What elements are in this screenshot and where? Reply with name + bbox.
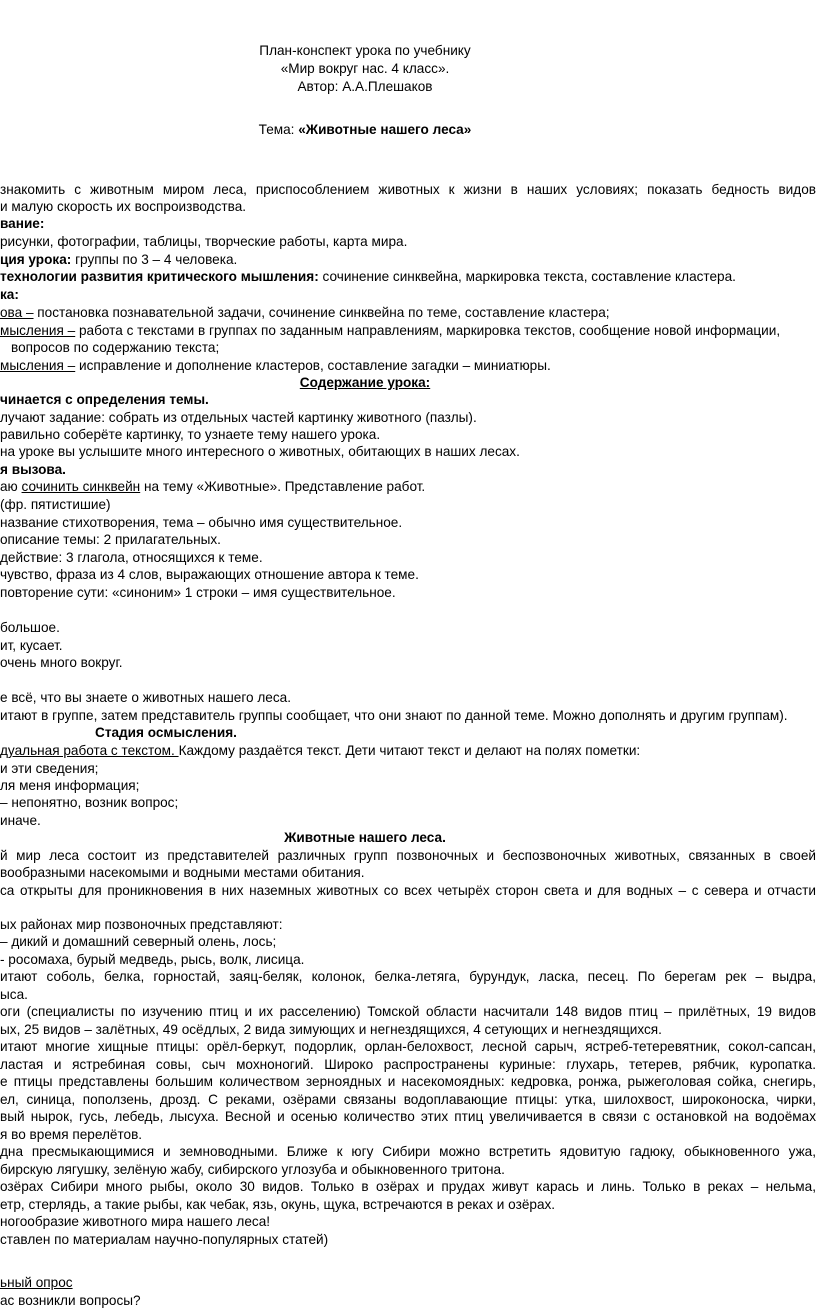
text-line: е всё, что вы знаете о животных нашего леса.	[0, 690, 291, 705]
text-line: са открыты для проникновения в них наземных животных со всех четырёх сторон света и для водных – с севера и отчасти	[0, 883, 816, 898]
text-line: равильно соберёте картинку, то узнаете тему нашего урока.	[0, 427, 381, 442]
survey-heading: ьный опрос	[0, 1275, 73, 1290]
topic-title: «Животные нашего леса»	[298, 122, 472, 137]
cinquain-task-line: аю сочинить синквейн на тему «Животные». Представление работ.	[0, 479, 426, 494]
text-line: – дикий и домашний северный олень, лось;	[0, 934, 277, 949]
text-line: действие: 3 глагола, относящихся к теме.	[0, 550, 263, 565]
stage-comprehension-line	[0, 322, 780, 339]
text-line: вый нырок, гусь, лебедь, лысуха. Весной и осенью количество этих птиц увеличивается в связи с остановкой на водоёмах	[0, 1109, 816, 1124]
technology-line	[0, 268, 736, 285]
technology-value: сочинение синквейна, маркировка текста, составление кластера.	[318, 269, 736, 284]
text-line: е птицы представлены большим количеством зерноядных и насекомоядных: кедровка, ронжа, рыжеголовая сойка, снегирь,	[0, 1074, 816, 1089]
text-line: на уроке вы услышите много интересного о животных, обитающих в наших лесах.	[0, 444, 520, 459]
challenge-stage-heading: я вызова.	[0, 462, 66, 477]
text-line: ставлен по материалам научно-популярных статей)	[0, 1232, 329, 1247]
equipment-heading: вание:	[0, 216, 45, 231]
text-line: лучают задание: собрать из отдельных частей картинку животного (пазлы).	[0, 410, 477, 425]
header-line-2: «Мир вокруг нас. 4 класс».	[280, 61, 450, 76]
text-line: иначе.	[0, 813, 41, 828]
text-line: очень много вокруг.	[0, 655, 123, 670]
stage-reflection-label: мысления –	[0, 358, 76, 373]
topic-label: Тема:	[258, 122, 299, 137]
stage-reflection-line	[0, 357, 551, 374]
individual-work-line: дуальная работа с текстом. Каждому раздаётся текст. Дети читают текст и делают на полях пометки:	[0, 743, 641, 758]
text-line: повторение сути: «синоним» 1 строки – имя существительное.	[0, 585, 396, 600]
cinquain-link: сочинить синквейн	[21, 479, 141, 494]
text-line: дна пресмыкающимися и земноводными. Ближе к югу Сибири можно встретить ядовитую гадюку, обыкновенного ужа,	[0, 1144, 816, 1159]
text-line: етр, стерлядь, а такие рыбы, как чебак, язь, окунь, щука, встречаются в реках и озёрах.	[0, 1197, 556, 1212]
text-line: чувство, фраза из 4 слов, выражающих отношение автора к теме.	[0, 567, 419, 582]
stage-reflection-text: исправление и дополнение кластеров, составление загадки – миниатюры.	[75, 358, 551, 373]
text-line: название стихотворения, тема – обычно имя существительное.	[0, 515, 403, 530]
header-line-1: План-конспект урока по учебнику	[259, 43, 471, 58]
text-line: и эти сведения;	[0, 761, 99, 776]
text-line: вообразными насекомыми и водными местами обитания.	[0, 865, 365, 880]
text-line: (фр. пятистишие)	[0, 497, 111, 512]
text-line: ас возникли вопросы?	[0, 1293, 141, 1308]
text-line: описание темы: 2 прилагательных.	[0, 532, 221, 547]
text-line: й мир леса состоит из представителей различных групп позвоночных и беспозвоночных животных, связанных в своей	[0, 848, 816, 863]
text-line: итают многие хищные птицы: орёл-беркут, подорлик, орлан-белохвост, лесной сарыч, ястреб-тетеревятник, сокол-сапсан,	[0, 1039, 816, 1054]
organization-line	[0, 251, 237, 268]
stage-comprehension-label: мысления –	[0, 323, 76, 338]
stage-comprehension-text: работа с текстами в группах по заданным направлениям, маркировка текстов, сообщение новой информации,	[75, 323, 781, 338]
organization-value: группы по 3 – 4 человека.	[71, 252, 238, 267]
text-line: итают в группе, затем представитель группы сообщает, что они знают по данной теме. Можно дополнять и другим группам).	[0, 708, 788, 723]
text-line: ых районах мир позвоночных представляют:	[0, 917, 283, 932]
stage-challenge-label: ова –	[0, 305, 34, 320]
lesson-content-heading: Содержание урока:	[299, 375, 431, 390]
text-line: итают соболь, белка, горностай, заяц-беляк, колонок, белка-летяга, бурундук, ласка, песец. По берегам рек – выдра,	[0, 969, 816, 984]
goal-line-cont: и малую скорость их воспроизводства.	[0, 199, 247, 214]
text-line: – непонятно, возник вопрос;	[0, 795, 179, 810]
individual-work-label: дуальная работа с текстом.	[0, 743, 179, 758]
text-line: большое.	[0, 620, 60, 635]
text-line: ногообразие животного мира нашего леса!	[0, 1214, 271, 1229]
comprehension-stage-heading: Стадия осмысления.	[95, 725, 237, 740]
lesson-start-heading: чинается с определения темы.	[0, 392, 209, 407]
text-line: - росомаха, бурый медведь, рысь, волк, лисица.	[0, 952, 305, 967]
text-line: ел, синица, поползень, дрозд. С реками, озёрами связаны водоплавающие птицы: утка, шилохвост, широконоска, чирки,	[0, 1092, 816, 1107]
stage-challenge-line	[0, 304, 610, 321]
equipment-line: рисунки, фотографии, таблицы, творческие работы, карта мира.	[0, 234, 408, 249]
technology-label: технологии развития критического мышления:	[0, 269, 319, 284]
text-line: бирскую лягушку, зелёную жабу, сибирского углозуба и обыкновенного тритона.	[0, 1162, 505, 1177]
header-line-3: Автор: А.А.Плешаков	[297, 79, 433, 94]
text-line: ластая и ястребиная совы, сыч мохноногий. Широко распространены куриные: глухарь, тетерев, рябчик, куропатка.	[0, 1057, 816, 1072]
structure-heading: ка:	[0, 287, 19, 302]
goal-line: знакомить с животным миром леса, приспособлением животных к жизни в наших условиях; показать бедность видов	[0, 182, 816, 197]
text-title: Животные нашего леса.	[284, 830, 446, 845]
topic-line	[0, 121, 730, 138]
text-line: я во время перелётов.	[0, 1127, 143, 1142]
organization-label: ция урока:	[0, 252, 72, 267]
stage-challenge-text: постановка познавательной задачи, сочинение синквейна по теме, составление кластера;	[33, 305, 610, 320]
text-line: ит, кусает.	[0, 638, 63, 653]
stage-comprehension-cont: вопросов по содержанию текста;	[11, 340, 220, 355]
text-line: ыса.	[0, 987, 28, 1002]
text-line: озёрах Сибири много рыбы, около 30 видов. Только в озёрах и прудах живут карась и линь. Только в реках – нельма,	[0, 1179, 816, 1194]
text-line: ля меня информация;	[0, 778, 140, 793]
text-line: ых, 25 видов – залётных, 49 осёдлых, 2 вида зимующих и негнездящихся, 4 сетующих и негнездящихся.	[0, 1022, 662, 1037]
text-line: оги (специалисты по изучению птиц и их расселению) Томской области насчитали 148 видов птиц – прилётных, 19 видов	[0, 1004, 816, 1019]
